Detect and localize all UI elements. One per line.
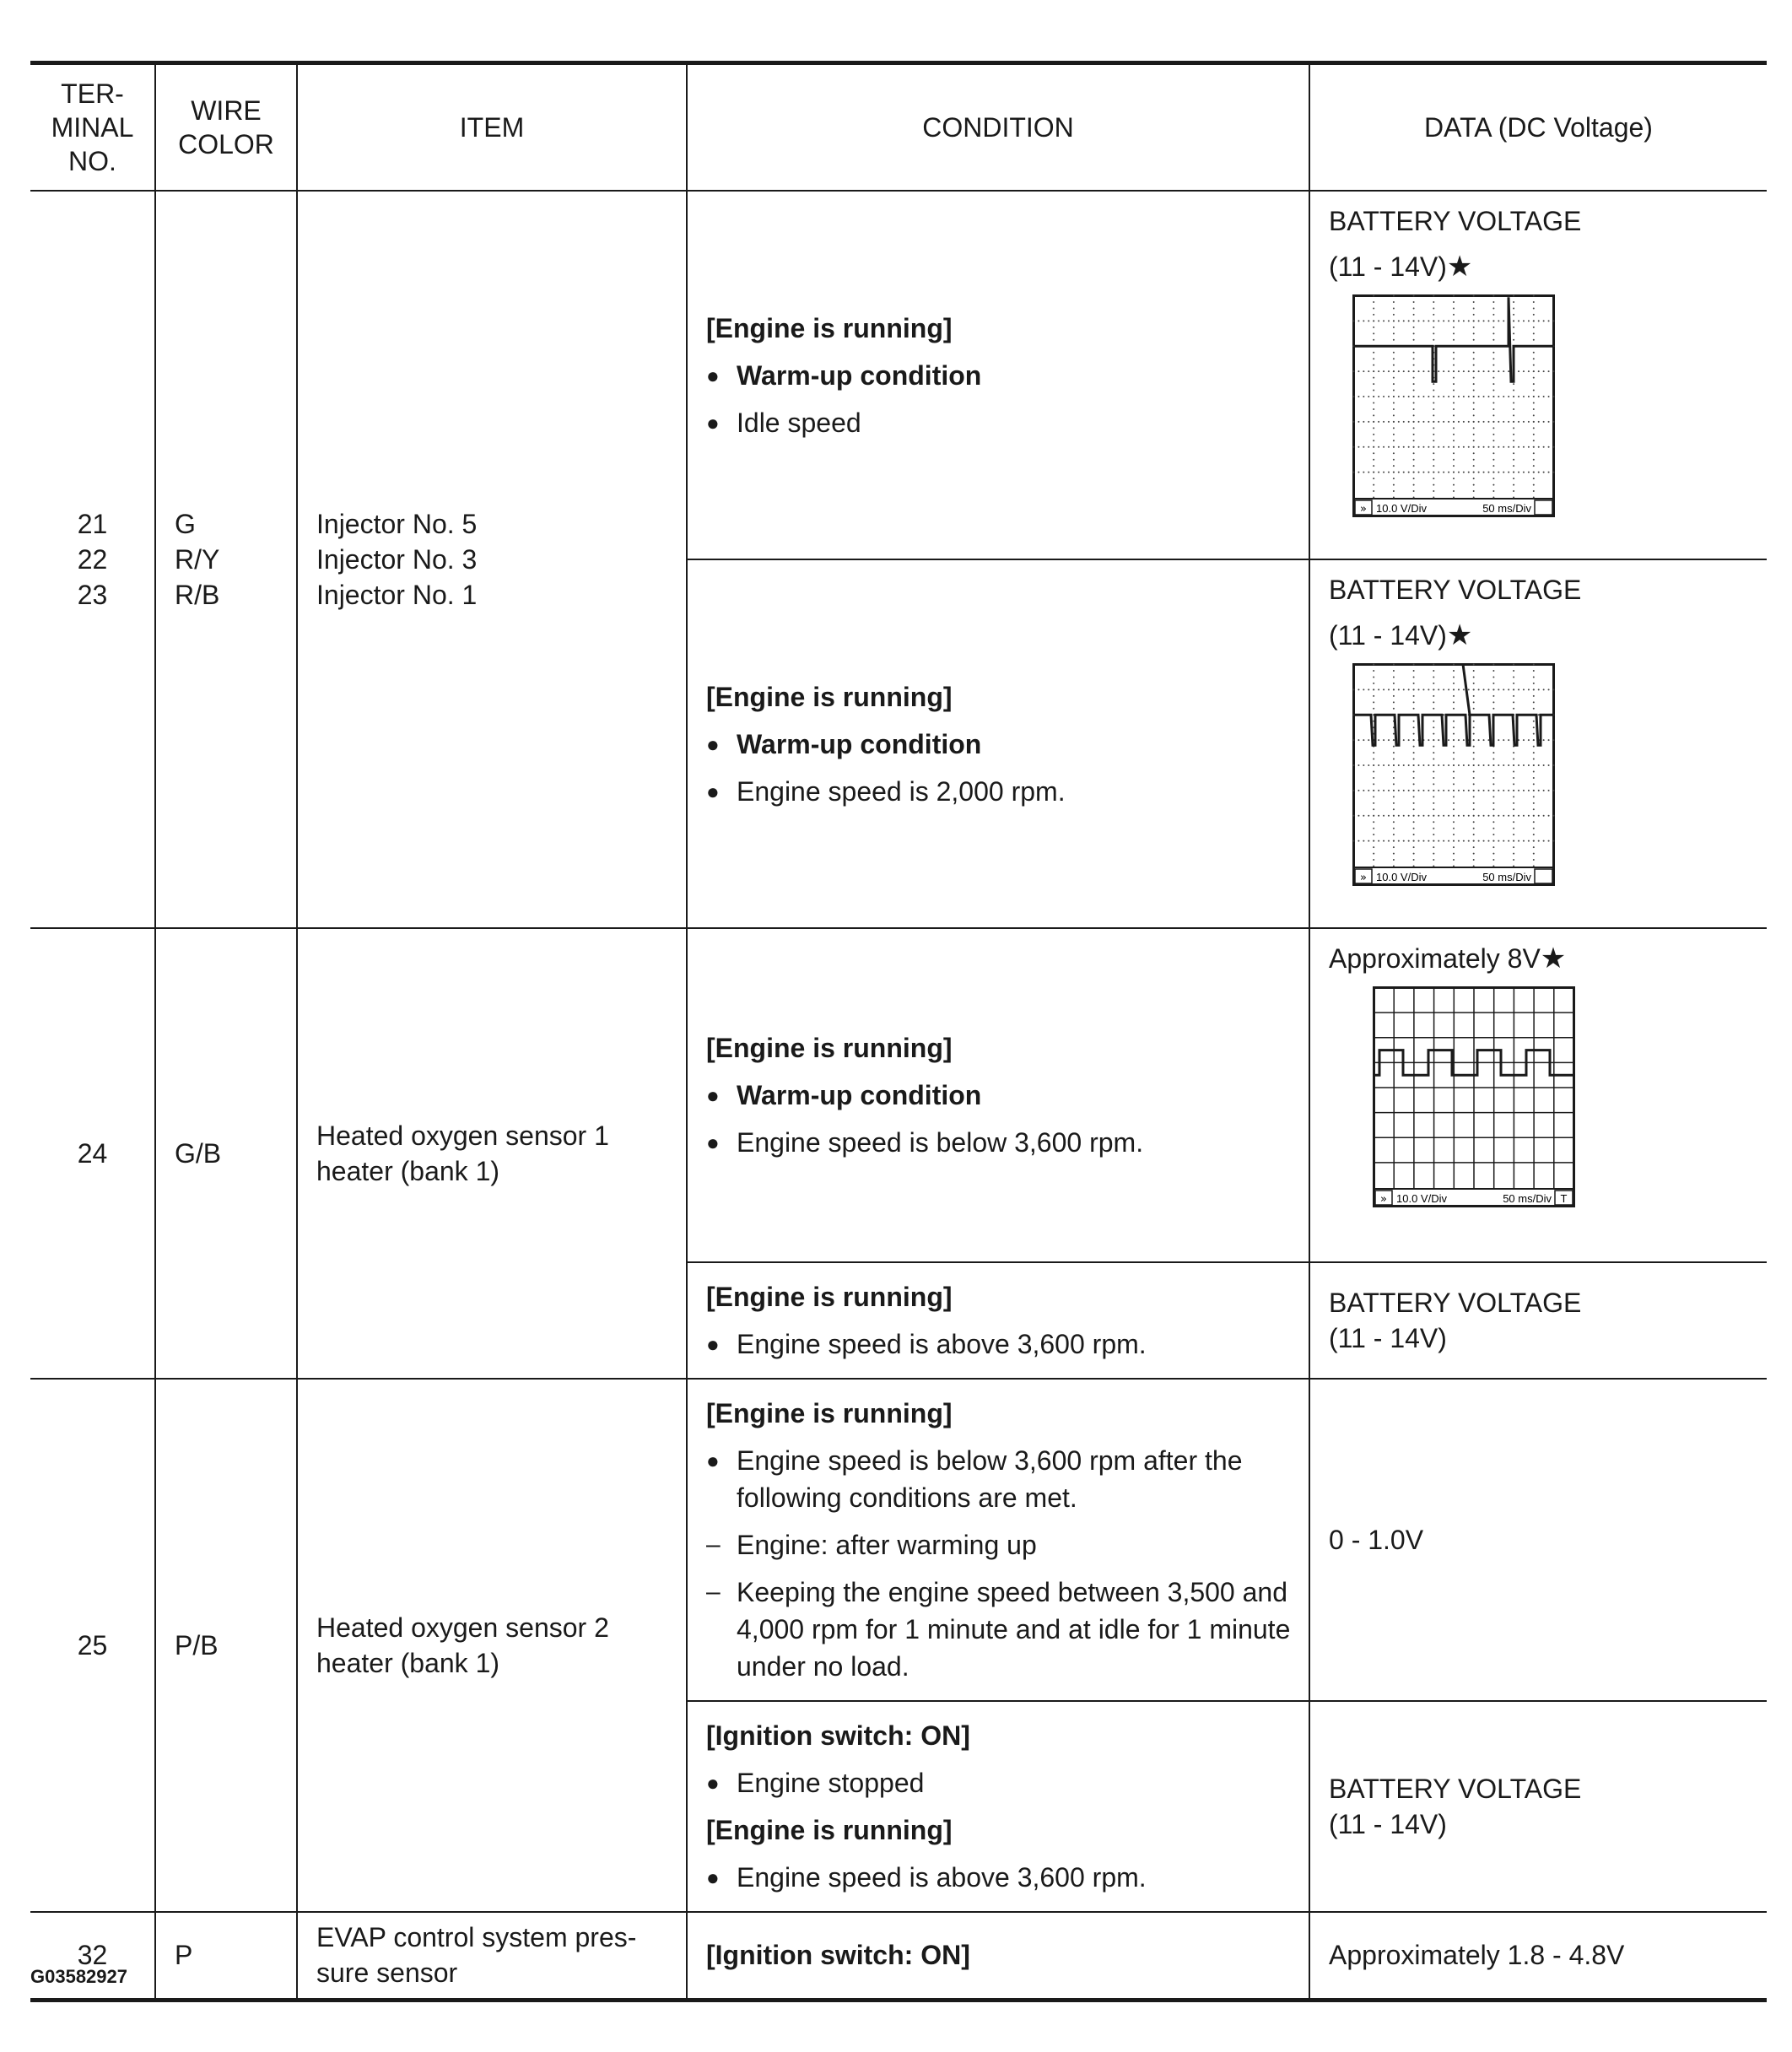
item-name bbox=[297, 191, 687, 928]
terminal-number bbox=[30, 1379, 155, 1912]
item-line: sure sensor bbox=[316, 1958, 458, 1989]
condition-text: Engine speed is below 3,600 rpm. bbox=[737, 1127, 1144, 1158]
data-value bbox=[1329, 198, 1750, 244]
header-terminal: TER- MINAL NO. bbox=[30, 63, 155, 192]
data-value bbox=[1329, 244, 1750, 289]
header-row bbox=[30, 63, 1767, 192]
condition-header: [Engine is running] bbox=[706, 681, 953, 712]
data-text: 0 - 1.0V bbox=[1329, 1525, 1424, 1555]
scope-wrapper bbox=[1329, 981, 1750, 1207]
terminal-value: 25 bbox=[77, 1630, 108, 1660]
bullet-icon: ● bbox=[706, 1865, 720, 1890]
wire-color-value: G/B bbox=[175, 1138, 222, 1169]
condition-cell bbox=[687, 1701, 1309, 1912]
data-value bbox=[1329, 613, 1750, 658]
bullet-icon: ● bbox=[706, 731, 720, 757]
wire-color-value: P/B bbox=[175, 1630, 219, 1660]
data-text: Approximately 8V bbox=[1329, 943, 1541, 974]
condition-header: [Engine is running] bbox=[706, 1815, 953, 1845]
terminal-value: 23 bbox=[77, 580, 108, 610]
table-row bbox=[30, 1379, 1767, 1701]
condition-bullet bbox=[706, 1759, 1292, 1806]
item-name bbox=[297, 1912, 687, 2000]
condition-text: Engine speed is above 3,600 rpm. bbox=[737, 1862, 1147, 1893]
dash-icon: – bbox=[706, 1578, 721, 1606]
condition-text: Warm-up condition bbox=[737, 359, 982, 391]
condition-header: [Engine is running] bbox=[706, 1282, 953, 1312]
data-value bbox=[1329, 1937, 1750, 1973]
condition-header: [Engine is running] bbox=[706, 312, 953, 343]
wire-color-value: P bbox=[175, 1940, 193, 1971]
condition-text: Idle speed bbox=[737, 407, 861, 438]
item-line: Injector No. 3 bbox=[316, 544, 478, 575]
data-text: BATTERY VOLTAGE bbox=[1329, 1774, 1582, 1804]
bullet-icon: ● bbox=[706, 1770, 720, 1796]
bullet-icon: ● bbox=[706, 362, 720, 388]
condition-text: Engine speed is above 3,600 rpm. bbox=[737, 1329, 1147, 1359]
condition-text: Warm-up condition bbox=[737, 1080, 982, 1110]
bullet-icon: ● bbox=[706, 409, 720, 435]
terminal-value: 24 bbox=[77, 1138, 108, 1169]
oscilloscope-waveform bbox=[1373, 986, 1575, 1207]
condition-text: Warm-up condition bbox=[737, 728, 982, 759]
condition-cell bbox=[687, 191, 1309, 559]
data-value bbox=[1329, 1285, 1750, 1320]
table-body bbox=[30, 191, 1767, 2000]
terminal-number bbox=[30, 191, 155, 928]
data-cell bbox=[1309, 559, 1767, 928]
header-data: DATA (DC Voltage) bbox=[1309, 63, 1767, 192]
star-icon: ★ bbox=[1446, 619, 1473, 651]
document bbox=[30, 61, 1767, 2002]
scope-time-per-div: 50 ms/Div bbox=[1503, 1192, 1552, 1205]
condition-cell bbox=[687, 1379, 1309, 1701]
bullet-icon: ● bbox=[706, 1331, 720, 1357]
condition-text: Engine: after warming up bbox=[737, 1530, 1037, 1560]
terminal-value: 21 bbox=[77, 509, 108, 539]
data-text: (11 - 14V) bbox=[1329, 1323, 1447, 1353]
scope-wrapper bbox=[1329, 658, 1750, 886]
wire-color-value: G bbox=[175, 509, 196, 539]
condition-bullet bbox=[706, 1320, 1292, 1368]
wire-color-value: R/B bbox=[175, 580, 220, 610]
wire-color bbox=[155, 1379, 297, 1912]
condition-header: [Ignition switch: ON] bbox=[706, 1720, 970, 1751]
header-condition: CONDITION bbox=[687, 63, 1309, 192]
table-row bbox=[30, 928, 1767, 1262]
condition-text: Engine speed is 2,000 rpm. bbox=[737, 775, 1066, 807]
bullet-icon: ● bbox=[706, 1448, 720, 1473]
ecm-terminal-table bbox=[30, 61, 1767, 2002]
data-value bbox=[1329, 1771, 1750, 1806]
condition-text: Engine stopped bbox=[737, 1768, 925, 1798]
data-text: (11 - 14V) bbox=[1329, 620, 1447, 651]
data-cell bbox=[1309, 1912, 1767, 2000]
data-cell bbox=[1309, 1701, 1767, 1912]
item-line: Heated oxygen sensor 2 bbox=[316, 1612, 609, 1643]
scope-time-per-div: 50 ms/Div bbox=[1482, 871, 1531, 883]
oscilloscope-waveform bbox=[1352, 294, 1555, 517]
item-line: EVAP control system pres- bbox=[316, 1922, 637, 1953]
data-value bbox=[1329, 1806, 1750, 1842]
figure-id: G03582927 bbox=[30, 1966, 127, 1987]
terminal-number bbox=[30, 928, 155, 1379]
condition-bullet bbox=[706, 768, 1292, 815]
wire-color-value: R/Y bbox=[175, 544, 220, 575]
condition-cell bbox=[687, 1262, 1309, 1379]
item-line: Heated oxygen sensor 1 bbox=[316, 1120, 609, 1151]
data-cell bbox=[1309, 928, 1767, 1262]
table-row bbox=[30, 1912, 1767, 2000]
star-icon: ★ bbox=[1540, 942, 1567, 975]
condition-bullet bbox=[706, 1119, 1292, 1166]
data-text: BATTERY VOLTAGE bbox=[1329, 206, 1582, 236]
oscilloscope-waveform bbox=[1352, 663, 1555, 886]
bullet-icon: ● bbox=[706, 1083, 720, 1108]
item-name bbox=[297, 1379, 687, 1912]
scope-wrapper bbox=[1329, 289, 1750, 517]
data-value bbox=[1329, 567, 1750, 613]
data-text: (11 - 14V) bbox=[1329, 1809, 1447, 1839]
condition-cell bbox=[687, 1912, 1309, 2000]
condition-bullet bbox=[706, 721, 1292, 768]
scope-arrow-icon: » bbox=[1360, 503, 1367, 516]
table-row bbox=[30, 191, 1767, 559]
scope-arrow-icon: » bbox=[1380, 1193, 1387, 1206]
wire-color bbox=[155, 1912, 297, 2000]
wire-color bbox=[155, 191, 297, 928]
item-line: Injector No. 5 bbox=[316, 509, 478, 539]
data-cell bbox=[1309, 1262, 1767, 1379]
condition-bullet bbox=[706, 399, 1292, 446]
item-name bbox=[297, 928, 687, 1379]
scope-trigger-label: T bbox=[1560, 1192, 1568, 1205]
condition-header: [Ignition switch: ON] bbox=[706, 1940, 970, 1971]
scope-volts-per-div: 10.0 V/Div bbox=[1396, 1192, 1447, 1205]
condition-bullet bbox=[706, 1437, 1292, 1521]
header-item: ITEM bbox=[297, 63, 687, 192]
condition-bullet bbox=[706, 1072, 1292, 1119]
scope-arrow-icon: » bbox=[1360, 872, 1367, 884]
item-line: heater (bank 1) bbox=[316, 1648, 500, 1678]
item-line: Injector No. 1 bbox=[316, 580, 478, 610]
data-text: Approximately 1.8 - 4.8V bbox=[1329, 1940, 1625, 1971]
scope-volts-per-div: 10.0 V/Div bbox=[1376, 502, 1427, 515]
data-cell bbox=[1309, 1379, 1767, 1701]
condition-bullet bbox=[706, 1569, 1292, 1690]
condition-bullet bbox=[706, 1854, 1292, 1901]
condition-header: [Engine is running] bbox=[706, 1398, 953, 1428]
data-value bbox=[1329, 936, 1750, 981]
terminal-value: 22 bbox=[77, 544, 108, 575]
terminal-value: 32 bbox=[77, 1940, 108, 1971]
header-wire-color: WIRE COLOR bbox=[155, 63, 297, 192]
scope-volts-per-div: 10.0 V/Div bbox=[1376, 871, 1427, 883]
condition-cell bbox=[687, 928, 1309, 1262]
data-text: BATTERY VOLTAGE bbox=[1329, 575, 1582, 605]
condition-bullet bbox=[706, 352, 1292, 399]
condition-bullet bbox=[706, 1521, 1292, 1569]
star-icon: ★ bbox=[1446, 251, 1473, 283]
data-value bbox=[1329, 1522, 1750, 1558]
condition-text: Keeping the engine speed between 3,500 and 4,000 rpm for 1 minute and at idle for 1 minute under no load. bbox=[737, 1577, 1291, 1682]
condition-header: [Engine is running] bbox=[706, 1033, 953, 1063]
data-text: BATTERY VOLTAGE bbox=[1329, 1288, 1582, 1318]
data-text: (11 - 14V) bbox=[1329, 251, 1447, 282]
data-value bbox=[1329, 1320, 1750, 1356]
bullet-icon: ● bbox=[706, 778, 720, 804]
scope-time-per-div: 50 ms/Div bbox=[1482, 502, 1531, 515]
wire-color bbox=[155, 928, 297, 1379]
item-line: heater (bank 1) bbox=[316, 1156, 500, 1186]
data-cell bbox=[1309, 191, 1767, 559]
dash-icon: – bbox=[706, 1531, 721, 1558]
condition-text: Engine speed is below 3,600 rpm after the following conditions are met. bbox=[737, 1445, 1243, 1513]
condition-cell bbox=[687, 559, 1309, 928]
bullet-icon: ● bbox=[706, 1130, 720, 1155]
